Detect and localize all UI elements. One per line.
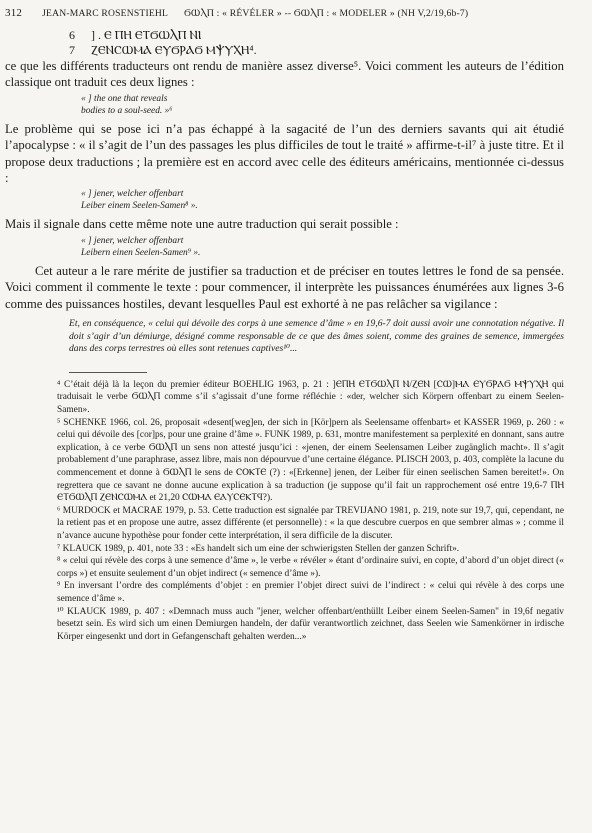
footnote: ⁴ C’était déjà là la leçon du premier éditeur BOEHLIG 1963, p. 21 : ]ⲈⲠⲎ ⲈⲦϬⲰⲖⲠ Ⲛ/ⲌⲈⲚ [ⲤⲰ]ⲘⲀ ⲈⲨϬⲢⲀϬ ⲘⲮⲨⲬⲎ qui traduisait le verbe ϬⲰⲖⲠ comme s’il s’agissait d’une forme réfléchie : «der, welcher sich Körpern offenbart zu einem Seelen-Samen». [57,379,564,416]
page-number: 312 [5,7,23,19]
quote-line: « ] jener, welcher offenbart [81,235,184,246]
block-quote: Et, en conséquence, « celui qui dévoile des corps à une semence d’âme » en 19,6-7 doit aussi avoir une connotation négative. Il doit s’agir d’un démiurge, désigné comme responsable de ce que des âmes soient, comme des graines de semence, immergées dans des corps terrestres où elles sont retenues captives¹⁰... [69,318,564,355]
quote-line: bodies to a soul-seed. »⁶ [81,105,173,116]
paragraph: Mais il signale dans cette même note une autre traduction qui serait possible : [5,217,399,232]
footnote: ⁹ En inversant l’ordre des compléments d’objet : en premier l’objet direct suivi de l’indirect : « celui qui révèle à des corps une semence d’âme ». [57,581,564,604]
running-head [5,7,564,19]
footnote: ⁷ KLAUCK 1989, p. 401, note 33 : «Es handelt sich um eine der schwierigsten Stellen der ganzen Schrift». [57,543,460,554]
translation-quote [81,188,564,212]
footnote-rule [69,372,147,373]
footnote: ⁸ « celui qui révèle des corps à une semence d’âme », le verbe « révéler » étant d’ordinaire suivi, en copte, d’abord d’un objet direct (« corps ») et ensuite seulement d’un objet indirect (« semence d’âme »). [57,556,564,579]
footnotes [57,379,564,643]
footnote: ⁶ MURDOCK et MACRAE 1979, p. 53. Cette traduction est signalée par TREVIJANO 1981, p. 219, note sur 19,7, qui, cependant, ne la retient pas et en propose une autre, assez différente (et personnelle) : « la que descubre cuerpos en que sembrer almas » ; comme il n’avance aucune hypothèse pour fonder cette interprétation, il sera difficile de la discuter. [57,505,564,541]
main-text [5,58,564,356]
running-author: JEAN-MARC ROSENSTIEHL [42,8,169,19]
quote-line: Leiber einem Seelen-Samen⁸ ». [81,201,198,212]
footnote: ⁵ SCHENKE 1966, col. 26, proposait «desent[weg]en, der sich in [Kör]pern als Seelensame offenbart» et KASSER 1969, p. 260 : « celui qui dévoile des [cor]ps, pour une graine d’âme ». FUNK 1989, p. 631, montre manifestement sa perplexité en donnant, sans autre explication, à ce verbe ϬⲰⲖⲠ un sens non attesté jusqu’ici : «jenen, der einem Seelensamen Leiber zugänglich macht». Il s’agit probablement d’une paraphrase, assez libre, mais non dépourvue d’une certaine élégance. PLISCH 2003, p. 403, complète la lacune du commencement et donne à ϬⲰⲖⲠ le sens de ⲤⲞⲔⲦⲈ (?) : «[Erkenne] jenen, der Leiber für einen seelischen Samen bereitet!». On regrettera que ce savant ne donne aucune explication à sa traduction (je suppose qu’il fait un rapprochement osé entre 19,6-7 ⲠⲎ ⲈⲦϬⲰⲖⲠ ⲌⲈⲚⲤⲰⲘⲀ et 21,20 ⲤⲰⲘⲀ ⲈⲀⲨⲤⲈⲔⲦϤ?). [57,417,564,504]
line-number: 6 [69,28,75,42]
paragraph: Le problème qui se pose ici n’a pas échappé à la sagacité de l’un des derniers savants qui ait étudié l’apocalypse : « il s’agit de l’un des passages les plus difficiles de tout le traité » affirme-t-il⁷ à juste titre. Et il propose deux traductions ; la première est en accord avec celle des éditeurs américains, mentionnée ci-dessus : [5,121,564,186]
coptic-line: ] . Ⲉ ⲠⲎ ⲈⲦϬⲰⲖⲠ ⲚⲒ [91,28,202,42]
translation-quote [81,235,564,259]
coptic-text [69,28,564,58]
coptic-line: ⲌⲈⲚⲤⲰⲘⲀ ⲈⲨϬⲢⲀϬ ⲘⲮⲨⲬⲎ⁴. [91,43,257,57]
paragraph: Cet auteur a le rare mérite de justifier sa traduction et de préciser en toutes lettres le fond de sa pensée. Voici comment il commente le texte : pour commencer, il interprète les puissances énumérées aux lignes 3-6 comme des puissances hostiles, devant lesquelles Paul est exhorté à ne pas relâcher sa vigilance : [5,263,564,311]
footnote: ¹⁰ KLAUCK 1989, p. 407 : «Demnach muss auch "jener, welcher offenbart/enthüllt Leiber einem Seelen-Samen" in 19,6f negativ besetzt sein. Es wird sich um einen Demiurgen handeln, der dafür verantwortlich zeichnet, dass Seelen wie Samenkörner in irdische Körper eingesenkt und dort in Gefangenschaft gehalten werden...» [57,606,564,642]
line-number: 7 [69,43,75,57]
quote-line: Leibern einen Seelen-Samen⁹ ». [81,247,201,258]
quote-line: « ] the one that reveals [81,93,168,104]
translation-quote [81,93,564,117]
paragraph: ce que les différents traducteurs ont rendu de manière assez diverse⁵. Voici comment les auteurs de l’édition classique ont traduit ces deux lignes : [5,59,564,90]
quote-line: « ] jener, welcher offenbart [81,189,184,200]
running-title: ϬⲰⲖⲠ : « RÉVÉLER » -- ϬⲰⲖⲠ : « MODELER » (NH V,2/19,6b-7) [184,8,469,19]
